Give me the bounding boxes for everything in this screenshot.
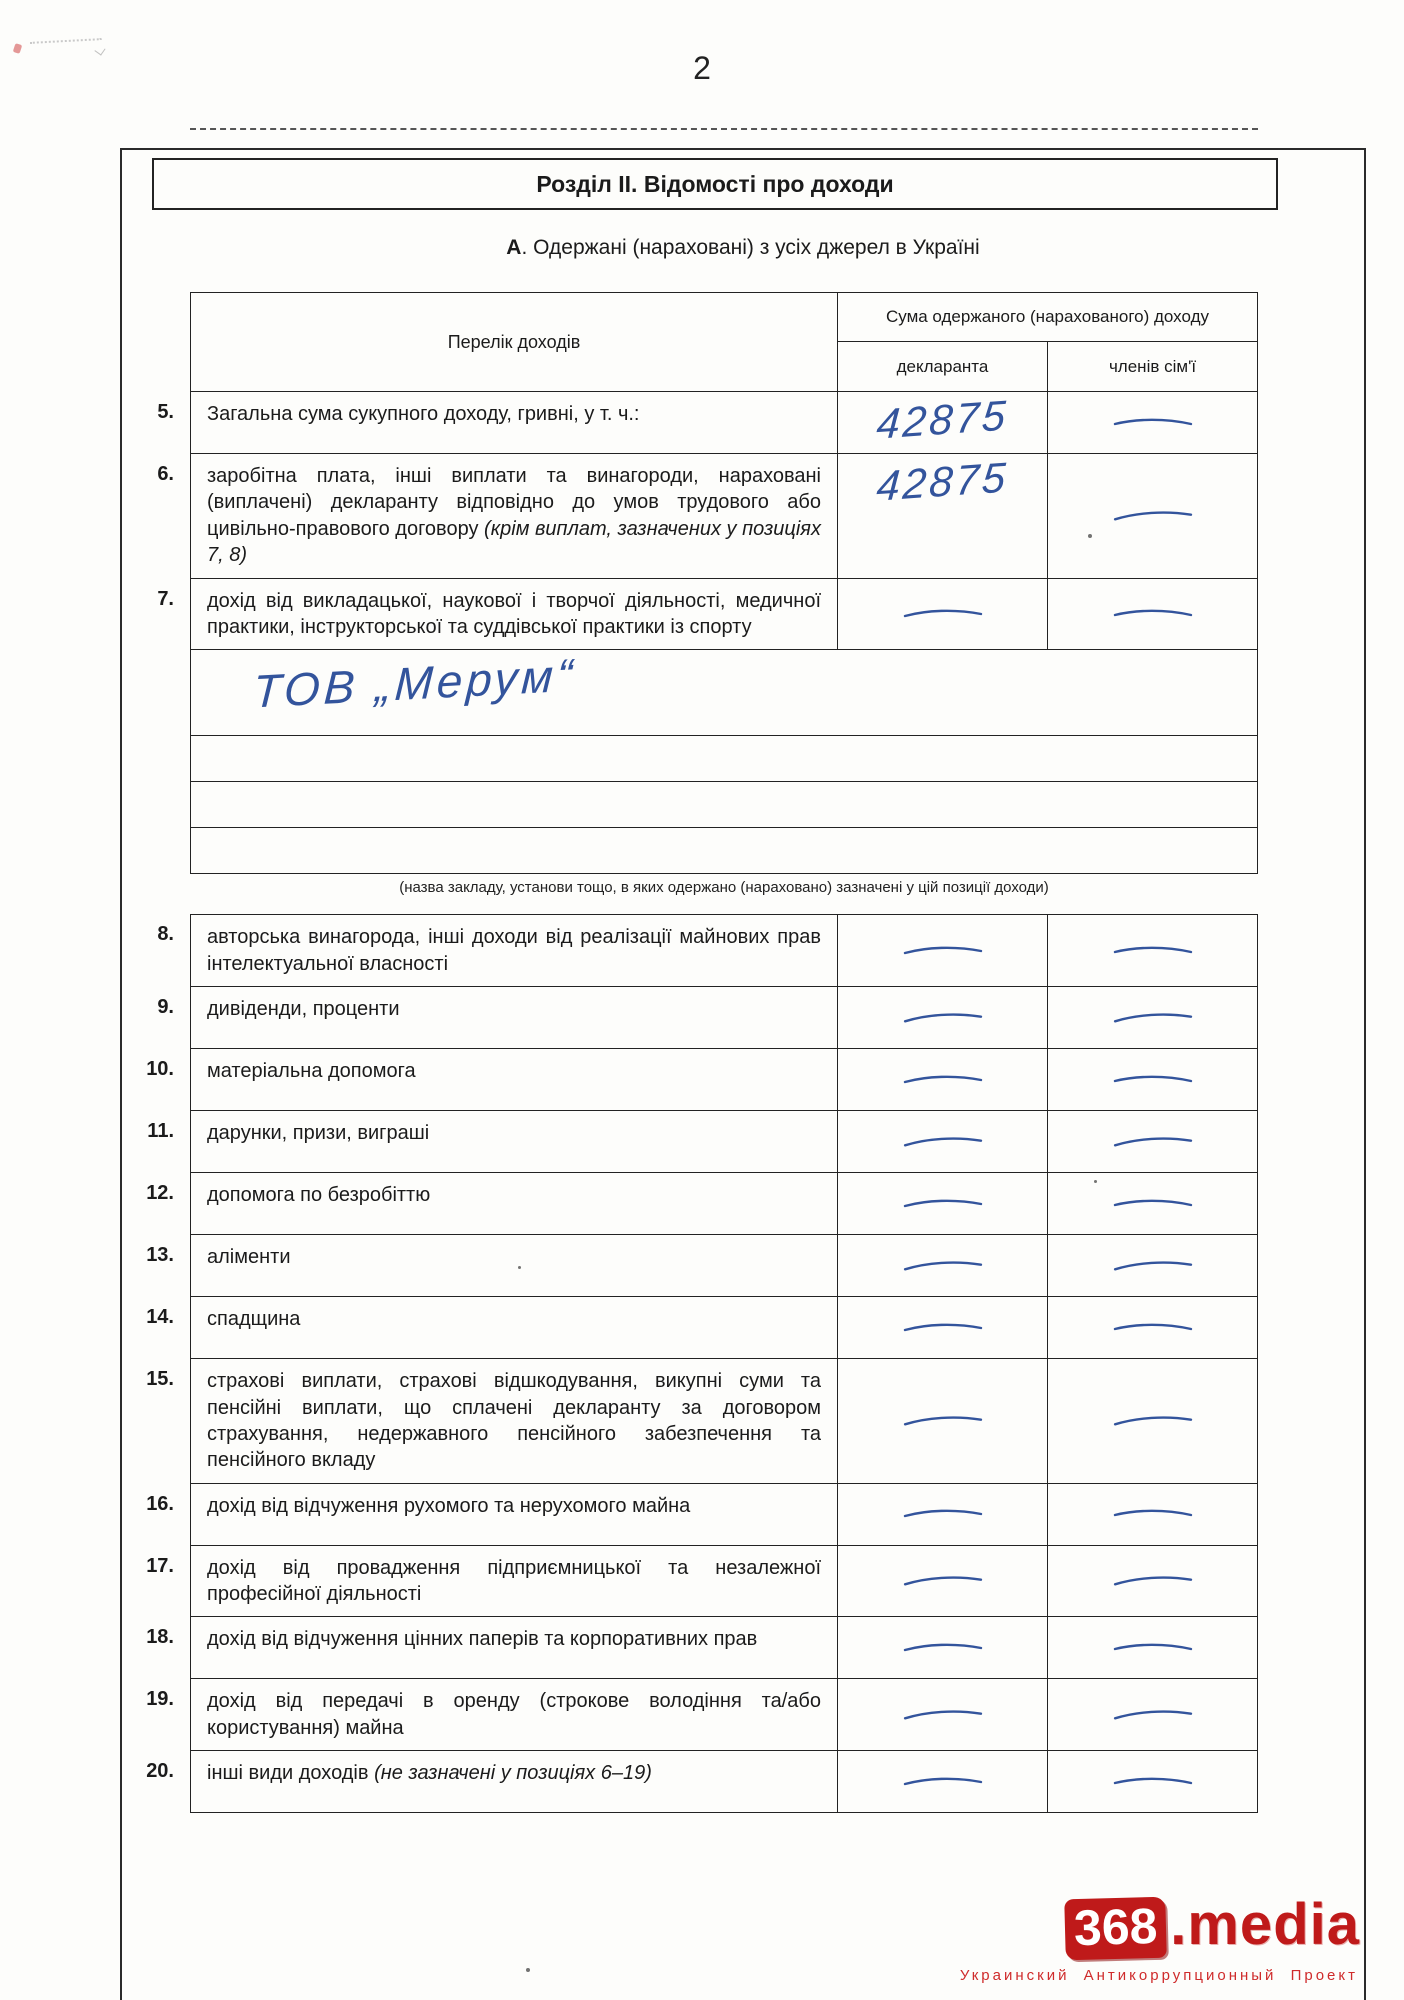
row-number: 8.: [157, 923, 174, 946]
handwritten-dash: [901, 1640, 985, 1656]
handwritten-dash: [900, 1411, 985, 1430]
handwritten-dash: [1110, 1195, 1194, 1213]
row-label-text: інші види доходів: [207, 1762, 375, 1785]
amount-declarant: [838, 1484, 1048, 1546]
row-number: 18.: [146, 1626, 174, 1649]
row-number: 12.: [146, 1182, 174, 1205]
amount-family: [1048, 1484, 1258, 1546]
section-subtitle-letter: А: [506, 236, 522, 259]
row-number: 7.: [157, 587, 174, 610]
handwritten-dash: [901, 606, 985, 622]
handwritten-dash: [1110, 1505, 1194, 1523]
org-name-write-area: [190, 650, 1258, 874]
row-label-text: заробітна плата, інші виплати та винагороди, нараховані (виплачені) декларанту відповідно до умов трудового або цивільно-правового договору: [207, 465, 821, 540]
write-line: [191, 650, 1257, 736]
income-row-6: [120, 454, 1258, 579]
footer-tagline: Украинский Антикоррупционный Проект: [959, 1967, 1358, 1984]
row-number: 13.: [146, 1244, 174, 1267]
row-label: [190, 1173, 838, 1235]
amount-declarant: [838, 1173, 1048, 1235]
row-label-italic: (не зазначені у позиціях 6–19): [374, 1762, 652, 1785]
row-number: 10.: [146, 1058, 174, 1081]
row-number: 9.: [157, 996, 174, 1019]
row-label: [190, 914, 838, 987]
handwritten-dash: [1110, 1256, 1195, 1275]
amount-family: [1048, 1546, 1258, 1618]
section-subtitle: [120, 236, 1366, 260]
amount-family: [1048, 392, 1258, 454]
amount-declarant: [838, 914, 1048, 987]
handwritten-dash: [900, 1008, 985, 1027]
amount-declarant: [838, 1679, 1048, 1751]
header-sum-group: [838, 293, 1257, 391]
handwritten-dash: [1110, 942, 1194, 960]
income-row-9: [120, 987, 1258, 1049]
row-label-text: дохід від викладацької, наукової і творчої діяльності, медичної практики, інструкторської та суддівської практики із спорту: [207, 589, 821, 638]
income-row-19: [120, 1679, 1258, 1751]
row-label: [190, 1359, 838, 1484]
row-number: 11.: [147, 1120, 174, 1143]
amount-declarant: [838, 392, 1048, 454]
amount-family: [1048, 1049, 1258, 1111]
amount-family: [1048, 1297, 1258, 1359]
handwritten-dash: [900, 1256, 985, 1275]
handwritten-dash: [1110, 413, 1194, 431]
handwritten-dash: [900, 1132, 985, 1151]
header-family: членів сім'ї: [1108, 356, 1197, 376]
row-label-text: дохід від відчуження рухомого та нерухомого майна: [207, 1494, 691, 1517]
header-income-list: Перелік доходів: [191, 293, 838, 391]
amount-declarant: [838, 987, 1048, 1049]
income-row-11: [120, 1111, 1258, 1173]
row-label-text: допомога по безробіттю: [207, 1184, 431, 1207]
row-number: 15.: [146, 1368, 174, 1391]
amount-family: [1048, 1173, 1258, 1235]
income-row-20: [120, 1751, 1258, 1813]
amount-declarant: [838, 1546, 1048, 1618]
section-subtitle-text: . Одержані (нараховані) з усіх джерел в Україні: [521, 236, 980, 259]
income-rows-8-20: [120, 914, 1260, 1813]
income-row-8: [120, 914, 1258, 987]
row-label-text: авторська винагорода, інші доходи від реалізації майнових прав інтелектуальної власності: [207, 926, 821, 975]
amount-declarant: [838, 1617, 1048, 1679]
write-line: [191, 736, 1257, 782]
amount-family: [1048, 1617, 1258, 1679]
amount-family: [1048, 1111, 1258, 1173]
section-title: [152, 158, 1278, 210]
header-sum-subrow: [838, 342, 1257, 391]
amount-declarant: [838, 1751, 1048, 1813]
income-row-7: [120, 579, 1258, 651]
row-label-italic: (крім виплат, зазначених у позиціях 7, 8): [207, 517, 821, 567]
handwritten-dash: [1110, 1132, 1195, 1151]
note-caption: (назва закладу, установи тощо, в яких одержано (нараховано) зазначені у цій позиції доходи): [399, 879, 1049, 897]
handwritten-amount: 42875: [875, 391, 1010, 448]
amount-family: [1048, 454, 1258, 579]
row-label-text: аліменти: [207, 1246, 291, 1269]
handwritten-dash: [1110, 1319, 1194, 1337]
write-line: [191, 828, 1257, 874]
368media-logo: [1065, 1891, 1360, 1959]
row-label-text: дохід від відчуження цінних паперів та корпоративних прав: [207, 1628, 758, 1651]
row-label: [190, 579, 838, 651]
income-row-14: [120, 1297, 1258, 1359]
scan-speck: [1088, 534, 1092, 538]
income-row-16: [120, 1484, 1258, 1546]
row-label-text: дохід від передачі в оренду (строкове володіння та/або користування) майна: [207, 1690, 821, 1739]
row-label: [190, 987, 838, 1049]
income-row-12: [120, 1173, 1258, 1235]
logo-368-block: 368: [1064, 1896, 1167, 1959]
row-number: 17.: [146, 1554, 174, 1577]
amount-declarant: [838, 1111, 1048, 1173]
handwritten-dash: [1110, 1572, 1195, 1591]
amount-declarant: [838, 1359, 1048, 1484]
row-label-text: дивіденди, проценти: [207, 998, 400, 1021]
row-number: 20.: [146, 1760, 174, 1783]
write-line: [191, 782, 1257, 828]
handwritten-dash: [1110, 1411, 1195, 1430]
row-label-text: дохід від провадження підприємницької та незалежної професійної діяльності: [207, 1556, 821, 1606]
row-number: 5.: [157, 401, 174, 423]
handwritten-dash: [900, 1705, 985, 1724]
row-label: [190, 1546, 838, 1618]
amount-family: [1048, 579, 1258, 651]
header-sum: Сума одержаного (нарахованого) доходу: [838, 293, 1257, 342]
scan-speck: [518, 1266, 521, 1269]
row-number: 14.: [146, 1306, 174, 1329]
handwritten-dash: [901, 1506, 985, 1522]
handwritten-dash: [1110, 1071, 1194, 1089]
row-label: [190, 1297, 838, 1359]
amount-declarant: [838, 454, 1048, 579]
row-label-text: Загальна сума сукупного доходу, гривні, у т. ч.:: [207, 403, 640, 425]
handwritten-dash: [901, 1320, 985, 1336]
logo-media-text: .media: [1170, 1891, 1360, 1957]
amount-family: [1048, 1679, 1258, 1751]
handwritten-dash: [901, 1774, 985, 1790]
amount-family: [1048, 1235, 1258, 1297]
amount-declarant: [838, 579, 1048, 651]
amount-declarant: [838, 1235, 1048, 1297]
income-row-13: [120, 1235, 1258, 1297]
scan-speck: [1094, 1180, 1097, 1183]
handwritten-dash: [1110, 1008, 1195, 1027]
row-label: [190, 1111, 838, 1173]
amount-family: [1048, 1751, 1258, 1813]
row-label: [190, 1751, 838, 1813]
income-row-15: [120, 1359, 1258, 1484]
income-table: [120, 292, 1260, 1813]
income-row-18: [120, 1617, 1258, 1679]
handwritten-dash: [900, 1572, 985, 1591]
row-label-text: дарунки, призи, виграші: [207, 1122, 430, 1145]
scan-dotted-line: [190, 128, 1258, 130]
row-label: [190, 1484, 838, 1546]
amount-family: [1048, 1359, 1258, 1484]
row-label: [190, 454, 838, 579]
row-label: [190, 1049, 838, 1111]
handwritten-dash: [901, 1196, 985, 1212]
amount-declarant: [838, 1297, 1048, 1359]
row-label-text: матеріальна допомога: [207, 1060, 416, 1083]
handwritten-dash: [901, 943, 985, 959]
income-row-17: [120, 1546, 1258, 1618]
row-number: 19.: [146, 1688, 174, 1711]
amount-declarant: [838, 1049, 1048, 1111]
handwritten-org-name: ТОВ „Мерум“: [251, 648, 578, 718]
amount-family: [1048, 914, 1258, 987]
row-label-text: страхові виплати, страхові відшкодування, викупні суми та пенсійні виплати, що сплачені декларанту за договором страхування, недержавного пенсійного забезпечення та пенсійного вкладу: [207, 1370, 821, 1472]
row-number: 6.: [157, 463, 174, 485]
income-table-header: [190, 292, 1258, 392]
scan-speck: [526, 1968, 530, 1972]
handwritten-dash: [1110, 1705, 1195, 1724]
handwritten-dash: [1110, 605, 1194, 623]
handwritten-dash: [901, 1072, 985, 1088]
row-number: 16.: [146, 1492, 174, 1515]
handwritten-dash: [1110, 1773, 1194, 1791]
section-title-text: Розділ II. Відомості про доходи: [536, 170, 894, 197]
header-declarant: декларанта: [838, 342, 1048, 391]
income-row-5: [120, 392, 1258, 454]
row-label: [190, 1235, 838, 1297]
handwritten-amount: 42875: [875, 453, 1010, 510]
amount-family: [1048, 987, 1258, 1049]
income-row-10: [120, 1049, 1258, 1111]
row-label: [190, 1617, 838, 1679]
handwritten-dash: [1110, 1639, 1194, 1657]
page-number: 2: [693, 50, 711, 86]
handwritten-dash: [1110, 506, 1195, 525]
row-label: [190, 1679, 838, 1751]
row-label: [190, 392, 838, 454]
row-label-text: спадщина: [207, 1308, 301, 1331]
income-rows-5-7: [120, 392, 1260, 650]
